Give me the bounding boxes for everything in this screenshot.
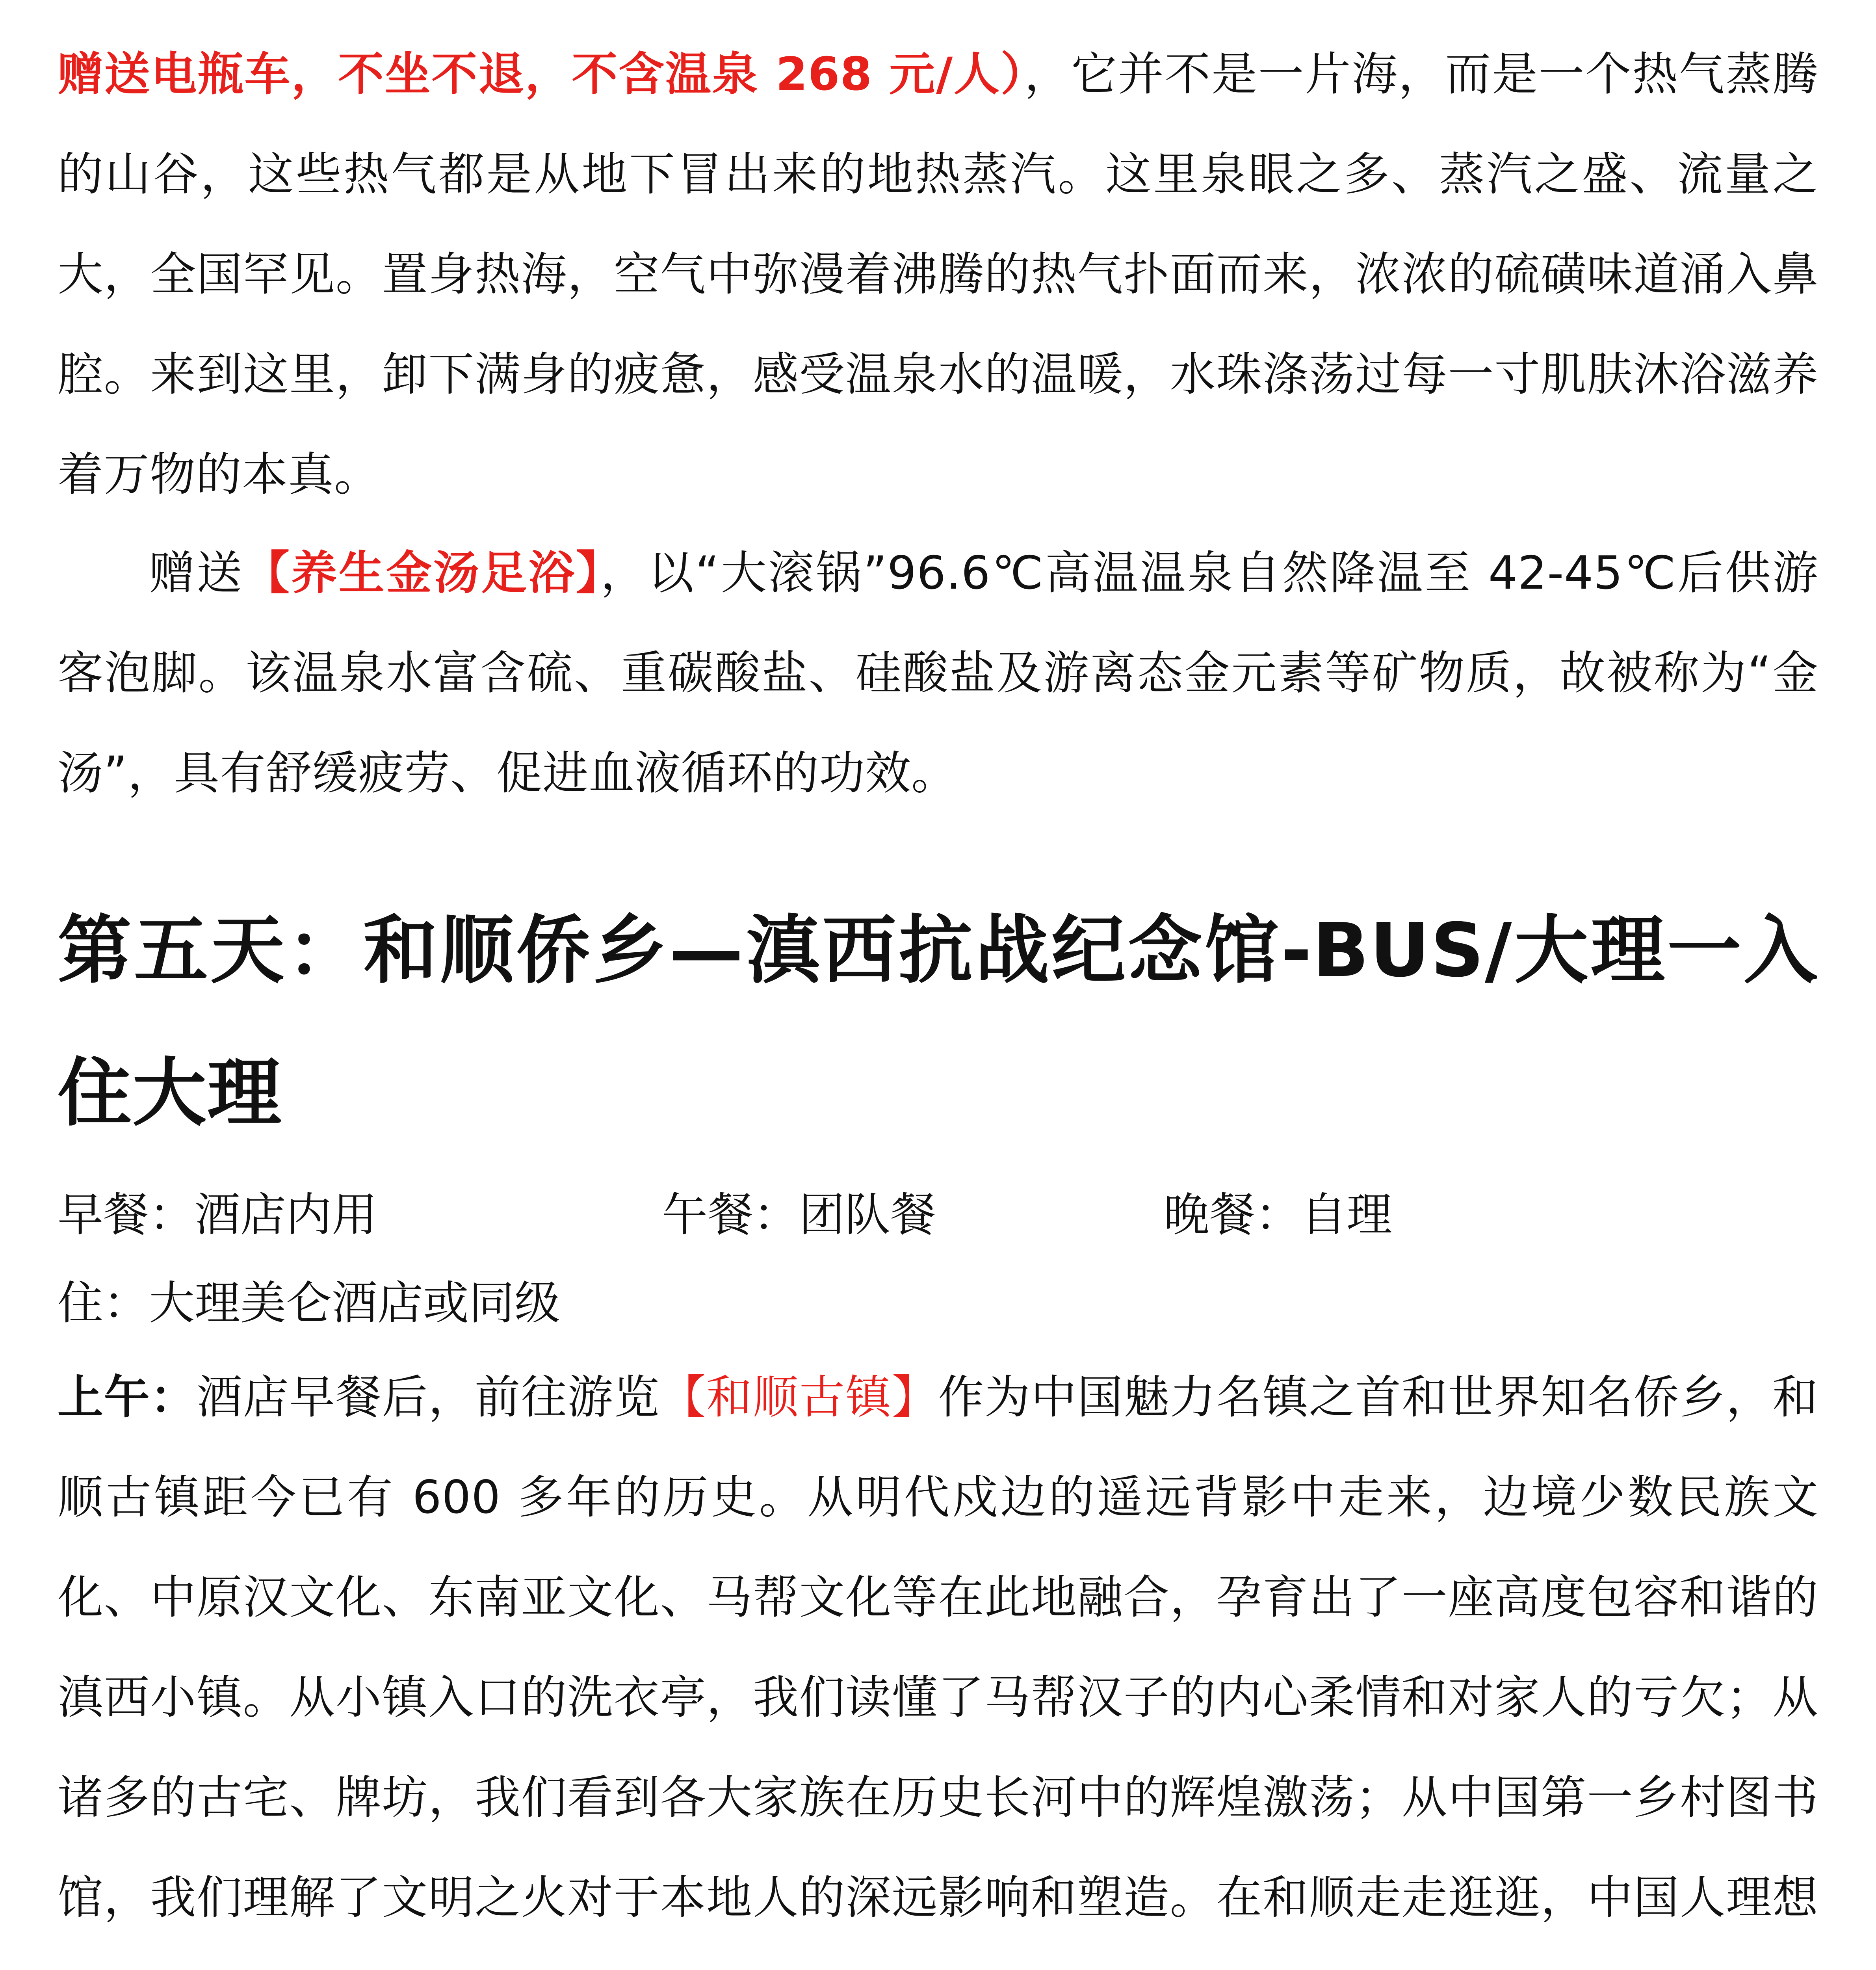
dinner-info: 晚餐：自理 bbox=[1164, 1188, 1392, 1241]
morning-paragraph bbox=[58, 1347, 1818, 1970]
lunch-info: 午餐：团队餐 bbox=[662, 1188, 936, 1241]
heshun-town-highlight: 【和顺古镇】 bbox=[660, 1371, 938, 1424]
foot-bath-paragraph bbox=[58, 523, 1818, 823]
hotel-info: 住：大理美仑酒店或同级 bbox=[58, 1277, 560, 1330]
day-five-title: 第五天：和顺侨乡—滇西抗战纪念馆-BUS/大理一入住大理 bbox=[58, 907, 1818, 1136]
foot-bath-prefix: 赠送 bbox=[149, 546, 244, 600]
foot-bath-description: ，以“大滚锅”96.6℃高温温泉自然降温至 42-45℃后供游客泡脚。该温泉水富含硫、重碳酸盐、硅酸盐及游离态金元素等矿物质，故被称为“金汤”，具有舒缓疲劳、促进血液循环的功效。 bbox=[58, 546, 1819, 800]
breakfast-info: 早餐：酒店内用 bbox=[58, 1188, 377, 1241]
morning-label: 上午： bbox=[58, 1371, 197, 1424]
hot-sea-paragraph bbox=[58, 24, 1818, 525]
morning-prefix: 酒店早餐后，前往游览 bbox=[196, 1371, 660, 1424]
morning-description: 作为中国魅力名镇之首和世界知名侨乡，和顺古镇距今已有 600 多年的历史。从明代戍边的遥远背影中走来，边境少数民族文化、中原汉文化、东南亚文化、马帮文化等在此地融合，孕育出了一座高度包容和谐的滇西小镇。从小镇入口的洗衣亭，我们读懂了马帮汉子的内心柔情和对家人的亏欠；从诸多的古宅、牌坊，我们看到各大家族在历史长河中的辉煌激荡；从中国第一乡村图书馆，我们理解了文明之火对于本地人的深远影响和塑造。在和顺走走逛逛，中国人理想 bbox=[58, 1371, 1819, 1924]
meals-row bbox=[58, 1170, 1818, 1260]
hot-sea-description: ，它并不是一片海，而是一个热气蒸腾的山谷，这些热气都是从地下冒出来的地热蒸汽。这里泉眼之多、蒸汽之盛、流量之大，全国罕见。置身热海，空气中弥漫着沸腾的热气扑面而来，浓浓的硫磺味道涌入鼻腔。来到这里，卸下满身的疲惫，感受温泉水的温暖，水珠涤荡过每一寸肌肤沐浴滋养着万物的本真。 bbox=[58, 48, 1819, 501]
free-shuttle-note: 赠送电瓶车，不坐不退，不含温泉 268 元/人） bbox=[58, 48, 1025, 101]
foot-bath-highlight: 【养生金汤足浴】 bbox=[243, 546, 601, 600]
